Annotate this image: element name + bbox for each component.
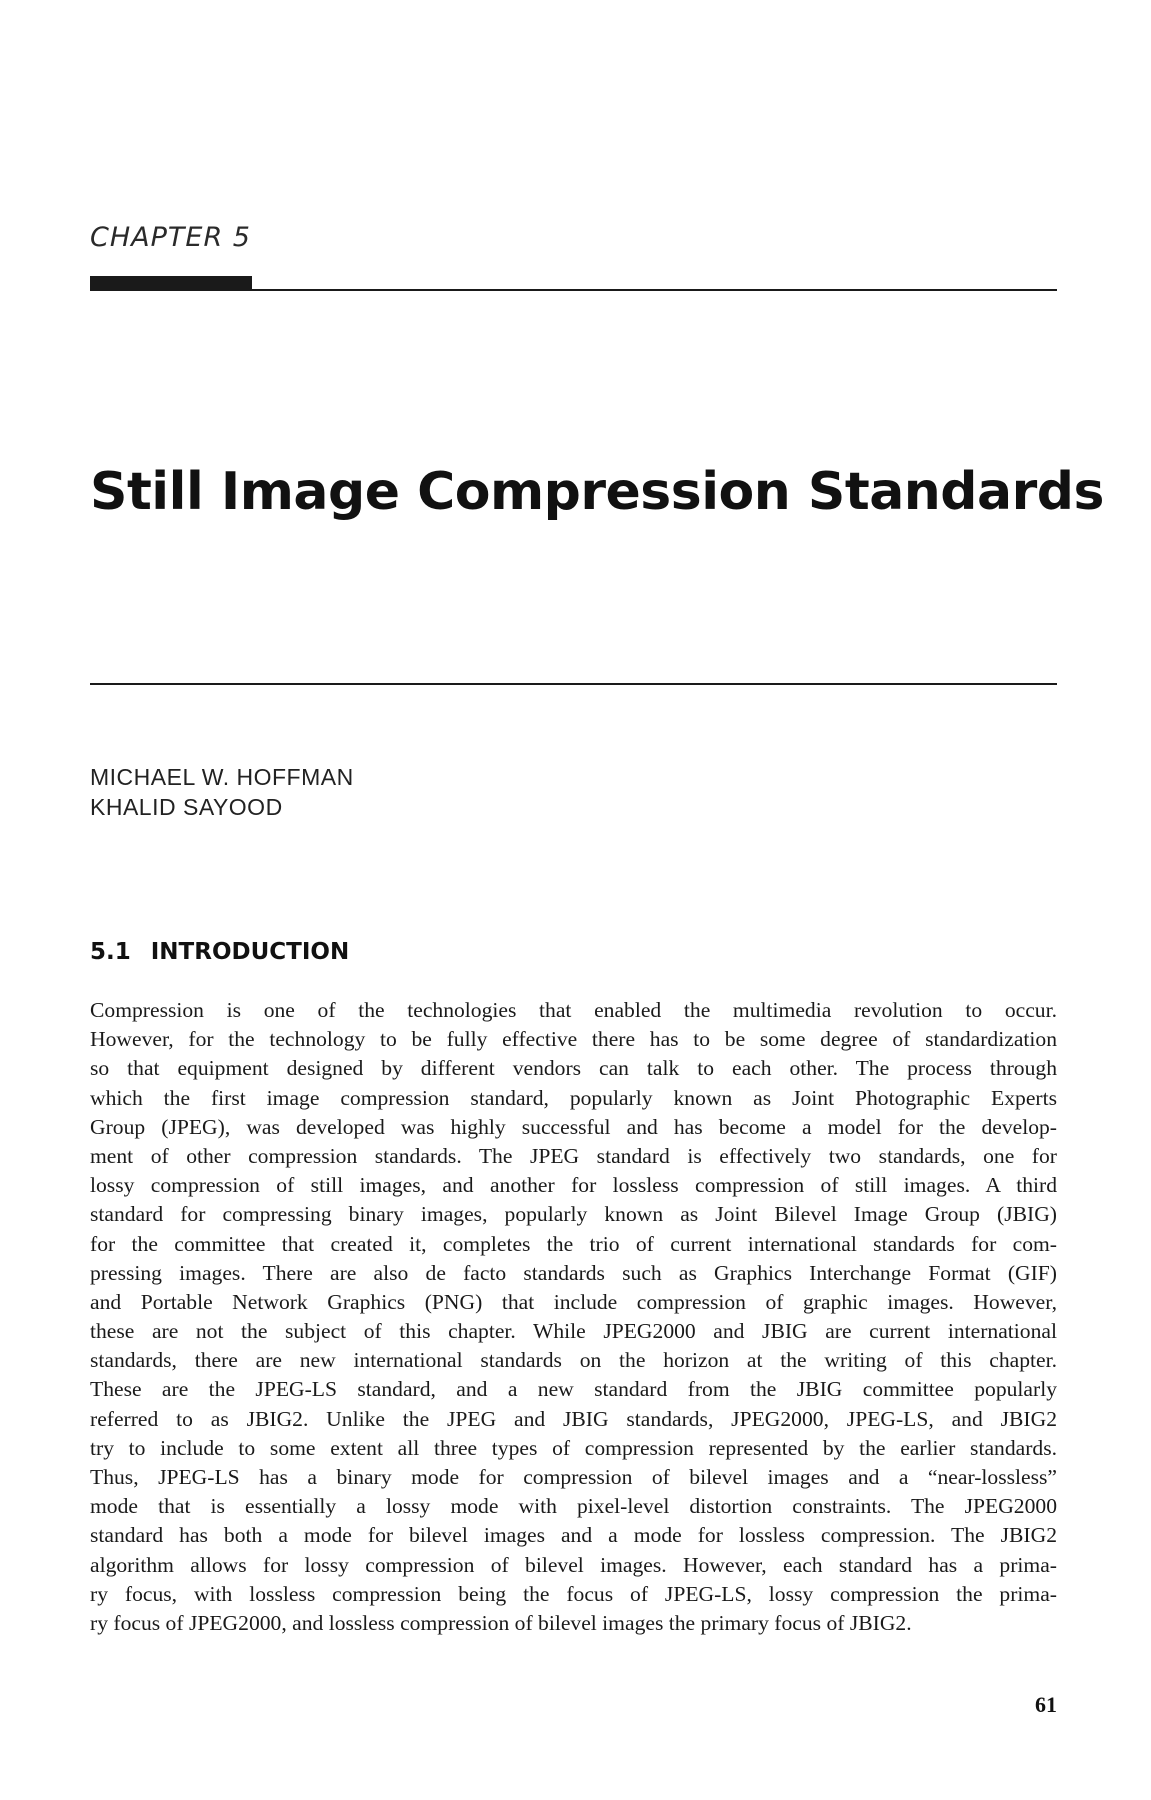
text-line: These are the JPEG-LS standard, and a new standard from the JBIG committee popularly xyxy=(90,1377,1057,1402)
text-line: standard has both a mode for bilevel images and a mode for lossless compression. The JBIG2 xyxy=(90,1523,1057,1548)
title-rule xyxy=(90,683,1057,685)
text-line: ment of other compression standards. The JPEG standard is effectively two standards, one for xyxy=(90,1143,1057,1168)
text-line: which the first image compression standard, popularly known as Joint Photographic Experts xyxy=(90,1085,1057,1110)
text-line: algorithm allows for lossy compression of bilevel images. However, each standard has a prima- xyxy=(90,1552,1057,1577)
text-line: referred to as JBIG2. Unlike the JPEG and JBIG standards, JPEG2000, JPEG-LS, and JBIG2 xyxy=(90,1406,1057,1431)
text-line: standard for compressing binary images, popularly known as Joint Bilevel Image Group (JBIG) xyxy=(90,1202,1057,1227)
text-line: pressing images. There are also de facto standards such as Graphics Interchange Format (GIF) xyxy=(90,1260,1057,1285)
text-line: for the committee that created it, completes the trio of current international standards for com- xyxy=(90,1231,1057,1256)
author-name: KHALID SAYOOD xyxy=(90,794,283,820)
section-heading xyxy=(90,939,349,965)
text-line: try to include to some extent all three types of compression represented by the earlier standards. xyxy=(90,1435,1057,1460)
chapter-label: CHAPTER 5 xyxy=(90,222,251,253)
text-line: ry focus, with lossless compression being the focus of JPEG-LS, lossy compression the prima- xyxy=(90,1581,1057,1606)
text-line: these are not the subject of this chapter. While JPEG2000 and JBIG are current international xyxy=(90,1319,1057,1344)
section-title: INTRODUCTION xyxy=(150,939,350,965)
text-line: ry focus of JPEG2000, and lossless compression of bilevel images the primary focus of JBIG2. xyxy=(90,1610,912,1635)
text-line: Thus, JPEG-LS has a binary mode for compression of bilevel images and a “near-lossless” xyxy=(90,1465,1057,1489)
text-line: Compression is one of the technologies that enabled the multimedia revolution to occur. xyxy=(90,998,1057,1022)
section-number: 5.1 xyxy=(90,939,131,965)
author-list xyxy=(90,762,354,822)
chapter-title: Still Image Compression Standards xyxy=(90,462,1104,522)
page-number: 61 xyxy=(1035,1692,1057,1717)
text-line: so that equipment designed by different vendors can talk to each other. The process through xyxy=(90,1056,1057,1081)
text-line: lossy compression of still images, and another for lossless compression of still images. A third xyxy=(90,1173,1057,1198)
author-name: MICHAEL W. HOFFMAN xyxy=(90,764,354,790)
text-line: Group (JPEG), was developed was highly successful and has become a model for the develop- xyxy=(90,1114,1057,1139)
body-paragraph xyxy=(90,996,1057,1638)
text-line: However, for the technology to be fully effective there has to be some degree of standardization xyxy=(90,1027,1057,1052)
text-line: standards, there are new international standards on the horizon at the writing of this chapter. xyxy=(90,1348,1057,1373)
chapter-rule xyxy=(90,289,1057,291)
text-line: mode that is essentially a lossy mode with pixel-level distortion constraints. The JPEG2000 xyxy=(90,1494,1057,1519)
text-line: and Portable Network Graphics (PNG) that include compression of graphic images. However, xyxy=(90,1289,1057,1314)
